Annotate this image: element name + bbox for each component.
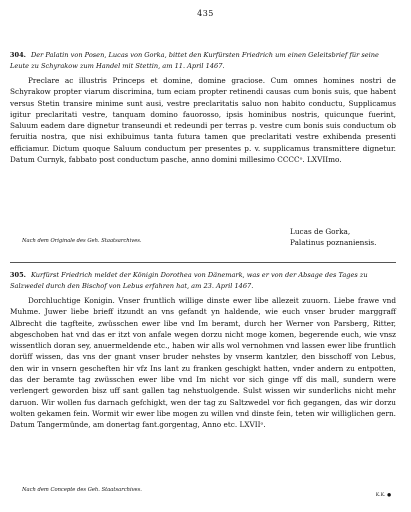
document-304-heading	[10, 50, 396, 71]
footer-mark: K.K. ●	[375, 493, 391, 498]
signature-title: Palatinus poznaniensis.	[290, 238, 377, 248]
document-304-signature	[290, 226, 377, 249]
page-number: 435	[197, 9, 214, 18]
section-divider	[10, 262, 396, 263]
document-304-body: Preclare ac illustris Princeps et domine, domine graciose. Cum omnes homines nostri de Schyrakow propter viarum discrimina, tum eciam propter retinendi causas cum bonis suis, que habent versus Stetin transire minime sunt ausi, vestre preclaritatis saluo non habito conductu, Supplicamus igitur preclaritati vestre, tanquam domino fauorosso, ipsis hominibus nostris, quicunque fuerint, Saluum eadem dare dignetur transeundi et redeundi per terras p. vestre cum bonis suis conductum ob feruitia nostra, que nisi exhibuimus tanta futura tamen que preclaritati vestre exhibenda presenti efficiamur. Dictum quoque Saluum conductum per presentes p. v. supplicamus transmittere dignetur. Datum Curnyk, fabbato post conductum pasche, anno domini millesimo CCCCᵒ. LXVIImo.	[10, 76, 396, 165]
document-305-body: Dorchluchtige Konigin. Vnser fruntlich willige dinste ewer libe allezeit zuuorn. Liebe frawe vnd Muhme. Juwer liebe brieff itzundt an vns gefandt yn haldende, wie euch vnser bruder marggraff Albrecht die tagfteite, zwüsschen ewer libe vnd Im beramt, durch her Werner von Parsberg, Ritter, abgeschoben hat vnd das er itzt von anfale wegen dorzu nicht moge komen, begerende euch, wie vnsz wissentlich doran sey, anuermeldende etc., haben wir alls wol vernohmen vnd lassen ewer libe fruntlich dorüff wissen, das vns der gnant vnser bruder nehstes by vnserm kantzler, den bisschoff von Lebus, den wir in vnsern gescheften hir vfz Ins lant zu franken geschigkt hatten, vnder andern zu entpotten, das der beramte tag zwüsschen ewer libe vnd Im nicht vor sich ginge vff dis mall, sundern were verlengert geworden bisz uff sant gallen tag nehstuolgende. Sulst wissen wir sunderlichs nicht mehr daruon. Wir wollen fus darnach gefchigkt, wen der tag zu Saltzwedel vor fich gegangen, das wir dorzu wolten gekamen fein. Wormit wir ewer libe mogen zu willen vnd dinste fein, teten wir williglichen gern. Datum Tangermünde, am donertag fant.gorgentag, Anno etc. LXVIIᵒ.	[10, 296, 396, 430]
document-305	[10, 270, 396, 431]
document-305-source: Nach dem Concepte des Geh. Staatsarchives.	[22, 487, 142, 493]
document-305-heading-text: Kurfürst Friedrich meldet der Königin Dorothea von Dänemark, was er von der Absage des Tages zu Salzwedel durch den Bischof von Lebus erfahren hat, am 23. April 1467.	[10, 271, 368, 290]
document-304	[10, 50, 396, 165]
document-305-heading	[10, 270, 396, 291]
document-304-number: 304.	[9, 51, 26, 59]
document-304-heading-text: Der Palatin von Posen, Lucas von Gorka, bittet den Kurfürsten Friedrich um einen Geleitsbrief für seine Leute zu Schyrakow zum Handel mit Stettin, am 11. April 1467.	[10, 51, 379, 70]
document-304-source: Nach dem Originale des Geh. Staatsarchives.	[22, 238, 142, 244]
signature-name: Lucas de Gorka,	[290, 227, 351, 236]
document-305-number: 305.	[9, 271, 26, 279]
